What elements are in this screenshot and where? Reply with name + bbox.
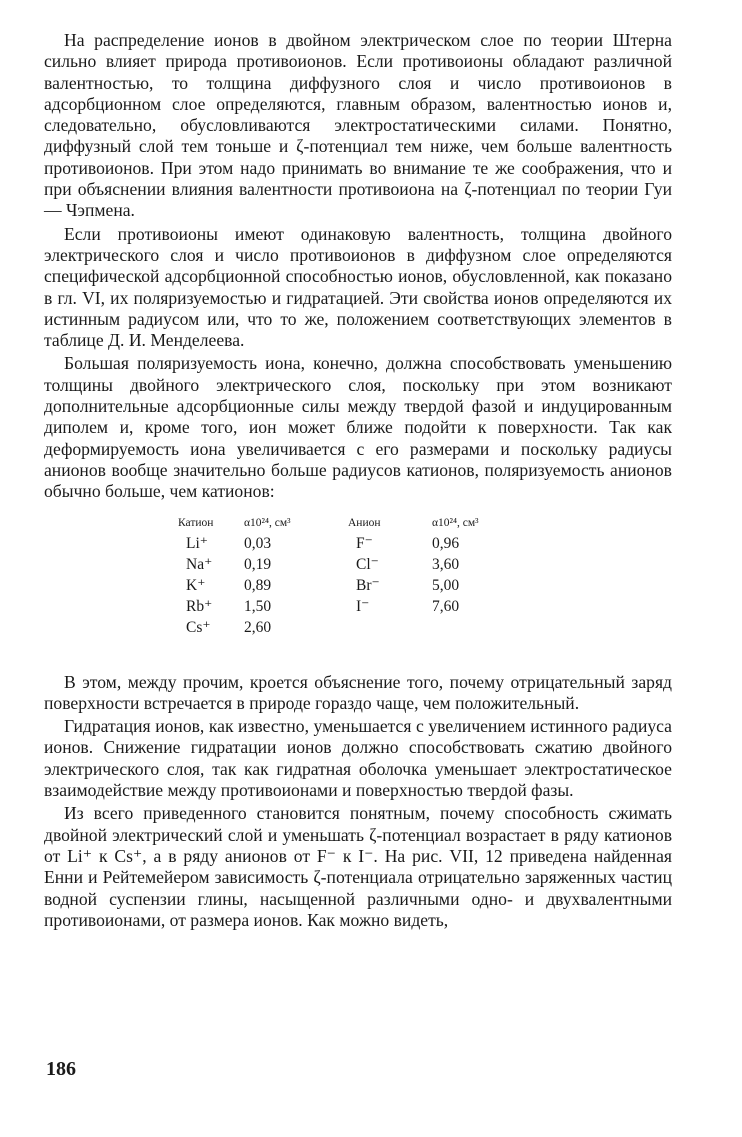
- paragraph-3: Большая поляризуемость иона, конечно, должна способствовать уменьшению толщины двойного электрического слоя, поскольку при этом возникают дополнительные адсорбционные силы между твердой фазой и индуцированным диполем и, кроме того, ион может ближе подойти к поверхности. Так как деформируемость иона увеличивается с его размерами и поскольку радиусы анионов вообще значительно больше радиусов катионов, поляризуемость анионов обычно больше, чем катионов:: [44, 353, 672, 502]
- cation-value-cell: 0,89: [244, 576, 272, 594]
- table-row: [178, 554, 502, 575]
- anion-value-cell: 0,96: [432, 534, 460, 552]
- paragraph-1: На распределение ионов в двойном электрическом слое по теории Штерна сильно влияет природа противоионов. Если противоионы обладают различной валентностью, то толщина диффузного слоя и число противоионов в адсорбционном слое определяются, главным образом, валентностью ионов и, следовательно, обусловливаются электростатическими силами. Понятно, диффузный слой тем тоньше и ζ-потенциал тем ниже, чем больше валентность противоионов. При этом надо принимать во внимание те же соображения, что и при объяснении влияния валентности противоиона на ζ-потенциал по теории Гуи — Чэпмена.: [44, 30, 672, 221]
- anion-cell: I⁻: [356, 597, 370, 615]
- anion-cell: Cl⁻: [356, 555, 379, 573]
- anion-value-cell: 7,60: [432, 597, 460, 615]
- anion-cell: Br⁻: [356, 576, 380, 594]
- header-anion-alpha: α10²⁴, см³: [432, 516, 479, 529]
- cation-value-cell: 2,60: [244, 618, 272, 636]
- paragraph-4: В этом, между прочим, кроется объяснение того, почему отрицательный заряд поверхности встречается в природе гораздо чаще, чем положительный.: [44, 671, 672, 713]
- paragraph-5: Гидратация ионов, как известно, уменьшается с увеличением истинного радиуса ионов. Снижение гидратации ионов должно способствовать сжатию двойного электрического слоя, так как гидратная оболочка уменьшает электростатическое взаимодействие между противоионами и поверхностью твердой фазы.: [44, 716, 672, 801]
- cation-cell: Cs⁺: [186, 618, 211, 636]
- header-anion: Анион: [348, 516, 381, 529]
- cation-value-cell: 0,19: [244, 555, 272, 573]
- table-row: [178, 596, 502, 617]
- paragraph-6: Из всего приведенного становится понятным, почему способность сжимать двойной электрический слой и уменьшать ζ-потенциал возрастает в ряду катионов от Li⁺ к Cs⁺, а в ряду анионов от F⁻ к I⁻. На рис. VII, 12 приведена найденная Енни и Рейтемейером зависимость ζ-потенциала отрицательно заряженных частиц водной суспензии глины, насыщенной различными одно- и двухвалентными противоионами, от размера ионов. Как можно видеть,: [44, 803, 672, 930]
- cation-cell: Li⁺: [186, 534, 208, 552]
- cation-cell: K⁺: [186, 576, 206, 594]
- cation-cell: Rb⁺: [186, 597, 213, 615]
- polarizability-table: [178, 517, 502, 638]
- page-number: 186: [46, 1058, 76, 1080]
- paragraph-2: Если противоионы имеют одинаковую валентность, толщина двойного электрического слоя и число противоионов в диффузном слое определяются специфической адсорбционной способностью ионов, обусловленной, как показано в гл. VI, их поляризуемостью и гидратацией. Эти свойства ионов определяются их истинным радиусом или, что то же, положением соответствующих элементов в таблице Д. И. Менделеева.: [44, 223, 672, 351]
- cation-value-cell: 0,03: [244, 534, 272, 552]
- cation-value-cell: 1,50: [244, 597, 272, 615]
- table-row: [178, 575, 502, 596]
- anion-value-cell: 3,60: [432, 555, 460, 573]
- anion-value-cell: [432, 617, 502, 638]
- header-cation: Катион: [178, 516, 214, 529]
- anion-cell: [348, 617, 432, 638]
- page-body: [44, 30, 672, 931]
- anion-cell: F⁻: [356, 534, 373, 552]
- anion-value-cell: 5,00: [432, 576, 460, 594]
- table-row: [178, 533, 502, 554]
- table-row: [178, 617, 502, 638]
- header-cation-alpha: α10²⁴, см³: [244, 516, 291, 529]
- table-header-row: [178, 517, 502, 533]
- polarizability-table-wrap: [178, 517, 508, 638]
- cation-cell: Na⁺: [186, 555, 213, 573]
